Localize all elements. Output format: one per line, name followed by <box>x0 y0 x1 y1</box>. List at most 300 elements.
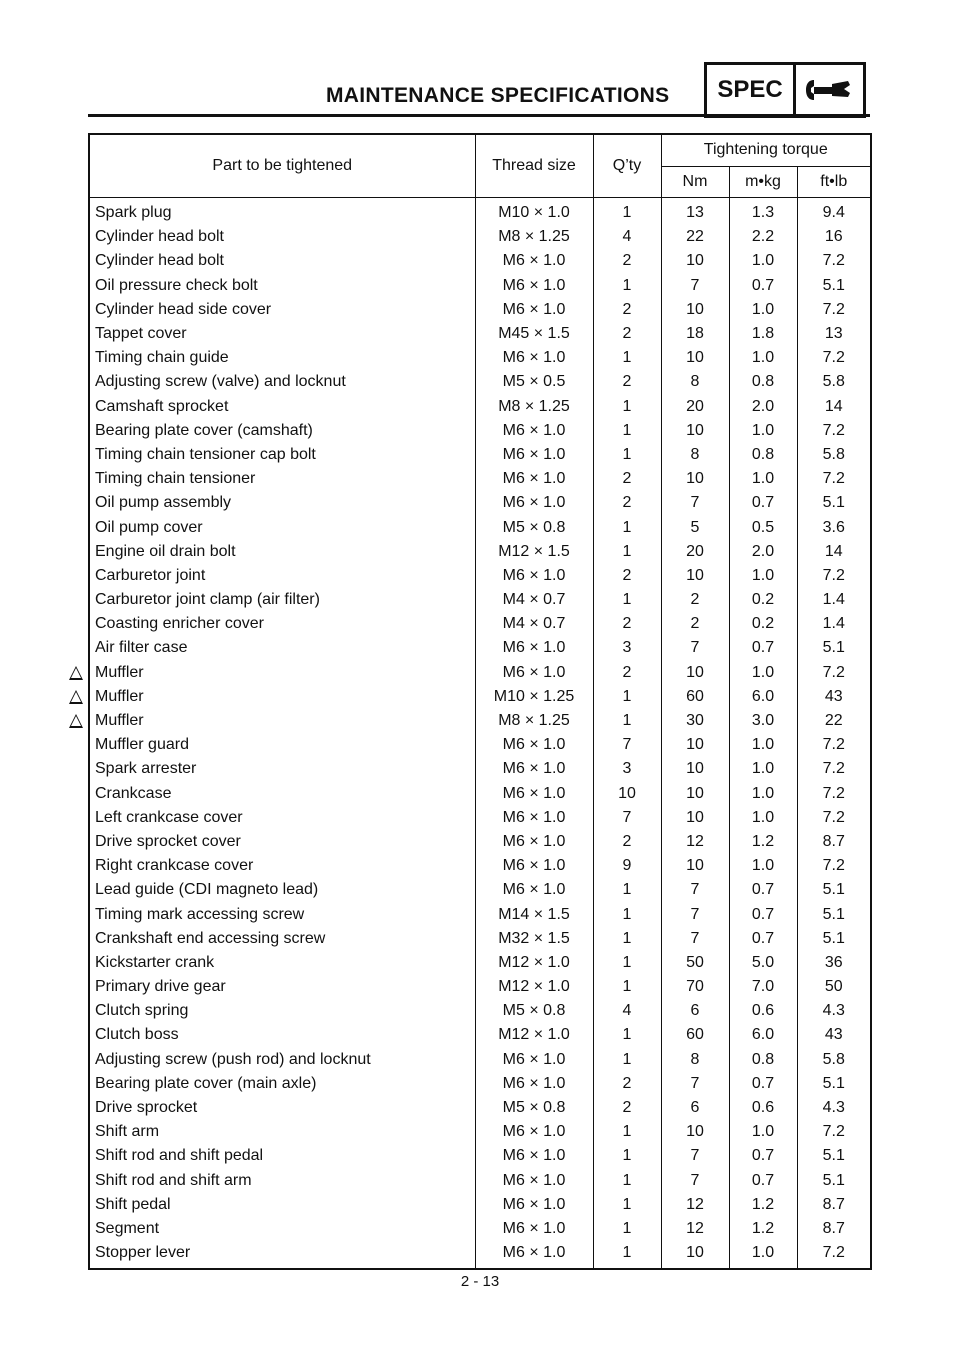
thread-size-cell: M6 × 1.0 <box>475 467 593 491</box>
quantity-cell: 1 <box>593 198 661 226</box>
part-cell: Engine oil drain bolt <box>89 540 475 564</box>
ftlb-cell: 4.3 <box>797 999 871 1023</box>
part-cell: Shift pedal <box>89 1193 475 1217</box>
thread-size-cell: M5 × 0.5 <box>475 370 593 394</box>
part-cell: Clutch spring <box>89 999 475 1023</box>
part-cell: Clutch boss <box>89 1023 475 1047</box>
thread-size-cell: M6 × 1.0 <box>475 564 593 588</box>
quantity-cell: 2 <box>593 661 661 685</box>
part-cell: Bearing plate cover (main axle) <box>89 1072 475 1096</box>
ftlb-cell: 36 <box>797 951 871 975</box>
table-row <box>89 198 871 226</box>
mkg-cell: 1.0 <box>729 1120 797 1144</box>
quantity-cell: 1 <box>593 443 661 467</box>
nm-cell: 70 <box>661 975 729 999</box>
quantity-cell: 1 <box>593 1169 661 1193</box>
quantity-cell: 1 <box>593 274 661 298</box>
part-cell: Lead guide (CDI magneto lead) <box>89 878 475 902</box>
quantity-cell: 2 <box>593 467 661 491</box>
mkg-cell: 1.0 <box>729 806 797 830</box>
table-row <box>89 467 871 491</box>
table-row <box>89 443 871 467</box>
table-row <box>89 951 871 975</box>
thread-size-cell: M6 × 1.0 <box>475 636 593 660</box>
warning-triangle-icon <box>69 666 83 680</box>
part-cell: Kickstarter crank <box>89 951 475 975</box>
thread-size-cell: M6 × 1.0 <box>475 419 593 443</box>
ftlb-cell: 7.2 <box>797 782 871 806</box>
table-row <box>89 1096 871 1120</box>
header-tightening-torque: Tightening torque <box>661 134 871 166</box>
table-row <box>89 588 871 612</box>
nm-cell: 30 <box>661 709 729 733</box>
thread-size-cell: M5 × 0.8 <box>475 515 593 539</box>
ftlb-cell: 4.3 <box>797 1096 871 1120</box>
table-row <box>89 274 871 298</box>
quantity-cell: 3 <box>593 636 661 660</box>
thread-size-cell: M6 × 1.0 <box>475 1072 593 1096</box>
table-row <box>89 1193 871 1217</box>
nm-cell: 10 <box>661 661 729 685</box>
part-cell: Adjusting screw (valve) and locknut <box>89 370 475 394</box>
mkg-cell: 0.6 <box>729 999 797 1023</box>
table-row <box>89 346 871 370</box>
ftlb-cell: 7.2 <box>797 346 871 370</box>
thread-size-cell: M6 × 1.0 <box>475 1144 593 1168</box>
part-cell: Muffler <box>89 661 475 685</box>
part-cell: Muffler guard <box>89 733 475 757</box>
ftlb-cell: 22 <box>797 709 871 733</box>
mkg-cell: 1.2 <box>729 1193 797 1217</box>
table-row <box>89 612 871 636</box>
thread-size-cell: M6 × 1.0 <box>475 757 593 781</box>
thread-size-cell: M4 × 0.7 <box>475 612 593 636</box>
quantity-cell: 1 <box>593 1120 661 1144</box>
mkg-cell: 1.0 <box>729 249 797 273</box>
mkg-cell: 2.0 <box>729 395 797 419</box>
mkg-cell: 1.2 <box>729 830 797 854</box>
thread-size-cell: M6 × 1.0 <box>475 1169 593 1193</box>
ftlb-cell: 7.2 <box>797 467 871 491</box>
thread-size-cell: M6 × 1.0 <box>475 782 593 806</box>
table-row <box>89 709 871 733</box>
quantity-cell: 2 <box>593 249 661 273</box>
thread-size-cell: M6 × 1.0 <box>475 1217 593 1241</box>
mkg-cell: 0.5 <box>729 515 797 539</box>
quantity-cell: 4 <box>593 225 661 249</box>
part-cell: Air filter case <box>89 636 475 660</box>
nm-cell: 12 <box>661 1217 729 1241</box>
header-mkg: m•kg <box>729 166 797 198</box>
torque-spec-table <box>88 133 872 1270</box>
part-cell: Oil pump cover <box>89 515 475 539</box>
ftlb-cell: 5.1 <box>797 927 871 951</box>
mkg-cell: 0.7 <box>729 1144 797 1168</box>
part-cell: Oil pump assembly <box>89 491 475 515</box>
ftlb-cell: 3.6 <box>797 515 871 539</box>
table-row <box>89 298 871 322</box>
thread-size-cell: M6 × 1.0 <box>475 1193 593 1217</box>
ftlb-cell: 7.2 <box>797 1120 871 1144</box>
nm-cell: 20 <box>661 540 729 564</box>
mkg-cell: 0.7 <box>729 878 797 902</box>
quantity-cell: 1 <box>593 975 661 999</box>
mkg-cell: 1.0 <box>729 1241 797 1269</box>
part-cell: Tappet cover <box>89 322 475 346</box>
quantity-cell: 1 <box>593 588 661 612</box>
header-thread-size: Thread size <box>475 134 593 198</box>
part-cell: Right crankcase cover <box>89 854 475 878</box>
part-cell: Shift rod and shift arm <box>89 1169 475 1193</box>
nm-cell: 7 <box>661 636 729 660</box>
mkg-cell: 1.0 <box>729 733 797 757</box>
quantity-cell: 1 <box>593 951 661 975</box>
nm-cell: 8 <box>661 370 729 394</box>
quantity-cell: 2 <box>593 830 661 854</box>
mkg-cell: 1.0 <box>729 467 797 491</box>
table-row <box>89 927 871 951</box>
thread-size-cell: M12 × 1.5 <box>475 540 593 564</box>
nm-cell: 6 <box>661 1096 729 1120</box>
quantity-cell: 2 <box>593 1096 661 1120</box>
table-row <box>89 1217 871 1241</box>
table-row <box>89 419 871 443</box>
quantity-cell: 1 <box>593 1241 661 1269</box>
quantity-cell: 1 <box>593 878 661 902</box>
nm-cell: 7 <box>661 927 729 951</box>
ftlb-cell: 14 <box>797 540 871 564</box>
mkg-cell: 2.2 <box>729 225 797 249</box>
part-cell: Crankshaft end accessing screw <box>89 927 475 951</box>
part-cell: Primary drive gear <box>89 975 475 999</box>
table-row <box>89 1144 871 1168</box>
ftlb-cell: 5.1 <box>797 636 871 660</box>
nm-cell: 10 <box>661 733 729 757</box>
nm-cell: 50 <box>661 951 729 975</box>
quantity-cell: 2 <box>593 564 661 588</box>
nm-cell: 2 <box>661 588 729 612</box>
header-quantity: Q’ty <box>593 134 661 198</box>
mkg-cell: 1.0 <box>729 564 797 588</box>
ftlb-cell: 5.1 <box>797 1144 871 1168</box>
mkg-cell: 1.0 <box>729 782 797 806</box>
nm-cell: 22 <box>661 225 729 249</box>
table-row <box>89 370 871 394</box>
ftlb-cell: 50 <box>797 975 871 999</box>
thread-size-cell: M12 × 1.0 <box>475 951 593 975</box>
mkg-cell: 0.8 <box>729 370 797 394</box>
quantity-cell: 1 <box>593 419 661 443</box>
part-cell: Stopper lever <box>89 1241 475 1269</box>
mkg-cell: 0.7 <box>729 274 797 298</box>
ftlb-cell: 1.4 <box>797 588 871 612</box>
ftlb-cell: 5.8 <box>797 1048 871 1072</box>
nm-cell: 10 <box>661 249 729 273</box>
table-row <box>89 733 871 757</box>
ftlb-cell: 16 <box>797 225 871 249</box>
nm-cell: 10 <box>661 564 729 588</box>
quantity-cell: 1 <box>593 927 661 951</box>
table-row <box>89 249 871 273</box>
ftlb-cell: 5.1 <box>797 491 871 515</box>
part-cell: Muffler <box>89 685 475 709</box>
mkg-cell: 0.6 <box>729 1096 797 1120</box>
thread-size-cell: M12 × 1.0 <box>475 975 593 999</box>
quantity-cell: 1 <box>593 709 661 733</box>
warning-triangle-icon <box>69 714 83 728</box>
quantity-cell: 4 <box>593 999 661 1023</box>
table-row <box>89 636 871 660</box>
ftlb-cell: 1.4 <box>797 612 871 636</box>
page-number: 2 - 13 <box>460 1273 500 1290</box>
nm-cell: 18 <box>661 322 729 346</box>
thread-size-cell: M45 × 1.5 <box>475 322 593 346</box>
nm-cell: 10 <box>661 1120 729 1144</box>
mkg-cell: 1.0 <box>729 346 797 370</box>
table-row <box>89 491 871 515</box>
table-row <box>89 878 871 902</box>
thread-size-cell: M10 × 1.25 <box>475 685 593 709</box>
table-row <box>89 515 871 539</box>
part-cell: Timing mark accessing screw <box>89 902 475 926</box>
thread-size-cell: M6 × 1.0 <box>475 733 593 757</box>
nm-cell: 60 <box>661 1023 729 1047</box>
part-cell: Crankcase <box>89 782 475 806</box>
table-row <box>89 757 871 781</box>
nm-cell: 5 <box>661 515 729 539</box>
nm-cell: 12 <box>661 830 729 854</box>
nm-cell: 10 <box>661 467 729 491</box>
thread-size-cell: M6 × 1.0 <box>475 346 593 370</box>
table-row <box>89 225 871 249</box>
part-cell: Carburetor joint clamp (air filter) <box>89 588 475 612</box>
mkg-cell: 0.7 <box>729 491 797 515</box>
mkg-cell: 1.8 <box>729 322 797 346</box>
mkg-cell: 0.2 <box>729 588 797 612</box>
part-cell: Shift arm <box>89 1120 475 1144</box>
mkg-cell: 1.0 <box>729 854 797 878</box>
part-cell: Left crankcase cover <box>89 806 475 830</box>
ftlb-cell: 8.7 <box>797 830 871 854</box>
table-row <box>89 1120 871 1144</box>
table-row <box>89 1169 871 1193</box>
nm-cell: 8 <box>661 443 729 467</box>
thread-size-cell: M32 × 1.5 <box>475 927 593 951</box>
quantity-cell: 1 <box>593 902 661 926</box>
header-nm: Nm <box>661 166 729 198</box>
table-row <box>89 1241 871 1269</box>
thread-size-cell: M6 × 1.0 <box>475 1241 593 1269</box>
mkg-cell: 1.3 <box>729 198 797 226</box>
mkg-cell: 0.7 <box>729 927 797 951</box>
part-cell: Spark arrester <box>89 757 475 781</box>
quantity-cell: 7 <box>593 806 661 830</box>
part-cell: Timing chain tensioner cap bolt <box>89 443 475 467</box>
quantity-cell: 1 <box>593 1048 661 1072</box>
quantity-cell: 1 <box>593 1217 661 1241</box>
ftlb-cell: 7.2 <box>797 757 871 781</box>
mkg-cell: 1.0 <box>729 419 797 443</box>
thread-size-cell: M8 × 1.25 <box>475 225 593 249</box>
nm-cell: 12 <box>661 1193 729 1217</box>
nm-cell: 7 <box>661 878 729 902</box>
nm-cell: 10 <box>661 1241 729 1269</box>
part-cell: Carburetor joint <box>89 564 475 588</box>
table-row <box>89 782 871 806</box>
ftlb-cell: 7.2 <box>797 806 871 830</box>
section-tab-label: SPEC <box>707 65 796 115</box>
thread-size-cell: M6 × 1.0 <box>475 878 593 902</box>
quantity-cell: 1 <box>593 685 661 709</box>
warning-triangle-icon <box>69 690 83 704</box>
part-cell: Cylinder head side cover <box>89 298 475 322</box>
nm-cell: 2 <box>661 612 729 636</box>
quantity-cell: 2 <box>593 1072 661 1096</box>
ftlb-cell: 9.4 <box>797 198 871 226</box>
quantity-cell: 3 <box>593 757 661 781</box>
quantity-cell: 10 <box>593 782 661 806</box>
thread-size-cell: M6 × 1.0 <box>475 249 593 273</box>
mkg-cell: 1.0 <box>729 757 797 781</box>
nm-cell: 7 <box>661 1072 729 1096</box>
quantity-cell: 1 <box>593 395 661 419</box>
page-title: MAINTENANCE SPECIFICATIONS <box>326 84 670 107</box>
table-row <box>89 1048 871 1072</box>
ftlb-cell: 7.2 <box>797 419 871 443</box>
part-cell: Drive sprocket cover <box>89 830 475 854</box>
thread-size-cell: M5 × 0.8 <box>475 999 593 1023</box>
ftlb-cell: 5.1 <box>797 1072 871 1096</box>
table-row <box>89 854 871 878</box>
nm-cell: 60 <box>661 685 729 709</box>
mkg-cell: 0.8 <box>729 443 797 467</box>
table-row <box>89 661 871 685</box>
wrench-icon <box>804 75 856 105</box>
table-row <box>89 806 871 830</box>
thread-size-cell: M5 × 0.8 <box>475 1096 593 1120</box>
quantity-cell: 2 <box>593 322 661 346</box>
quantity-cell: 7 <box>593 733 661 757</box>
part-cell: Coasting enricher cover <box>89 612 475 636</box>
thread-size-cell: M6 × 1.0 <box>475 1120 593 1144</box>
quantity-cell: 1 <box>593 515 661 539</box>
mkg-cell: 3.0 <box>729 709 797 733</box>
thread-size-cell: M8 × 1.25 <box>475 395 593 419</box>
section-tab-icon-cell <box>796 65 863 115</box>
part-cell: Timing chain tensioner <box>89 467 475 491</box>
mkg-cell: 5.0 <box>729 951 797 975</box>
ftlb-cell: 43 <box>797 1023 871 1047</box>
quantity-cell: 2 <box>593 491 661 515</box>
part-cell: Spark plug <box>89 198 475 226</box>
ftlb-cell: 5.1 <box>797 878 871 902</box>
mkg-cell: 7.0 <box>729 975 797 999</box>
table-row <box>89 685 871 709</box>
ftlb-cell: 7.2 <box>797 249 871 273</box>
thread-size-cell: M6 × 1.0 <box>475 661 593 685</box>
nm-cell: 10 <box>661 757 729 781</box>
mkg-cell: 6.0 <box>729 685 797 709</box>
quantity-cell: 2 <box>593 612 661 636</box>
mkg-cell: 1.2 <box>729 1217 797 1241</box>
table-row <box>89 902 871 926</box>
table-row <box>89 395 871 419</box>
part-cell: Drive sprocket <box>89 1096 475 1120</box>
mkg-cell: 6.0 <box>729 1023 797 1047</box>
ftlb-cell: 7.2 <box>797 854 871 878</box>
part-cell: Shift rod and shift pedal <box>89 1144 475 1168</box>
nm-cell: 7 <box>661 491 729 515</box>
quantity-cell: 2 <box>593 298 661 322</box>
thread-size-cell: M8 × 1.25 <box>475 709 593 733</box>
nm-cell: 6 <box>661 999 729 1023</box>
thread-size-cell: M4 × 0.7 <box>475 588 593 612</box>
table-row <box>89 322 871 346</box>
table-row <box>89 830 871 854</box>
thread-size-cell: M10 × 1.0 <box>475 198 593 226</box>
quantity-cell: 1 <box>593 1144 661 1168</box>
ftlb-cell: 7.2 <box>797 298 871 322</box>
part-cell: Muffler <box>89 709 475 733</box>
table-row <box>89 540 871 564</box>
mkg-cell: 0.2 <box>729 612 797 636</box>
mkg-cell: 0.8 <box>729 1048 797 1072</box>
table-row <box>89 1023 871 1047</box>
quantity-cell: 2 <box>593 370 661 394</box>
part-cell: Adjusting screw (push rod) and locknut <box>89 1048 475 1072</box>
nm-cell: 7 <box>661 274 729 298</box>
ftlb-cell: 5.1 <box>797 902 871 926</box>
part-cell: Timing chain guide <box>89 346 475 370</box>
ftlb-cell: 43 <box>797 685 871 709</box>
thread-size-cell: M6 × 1.0 <box>475 830 593 854</box>
thread-size-cell: M6 × 1.0 <box>475 854 593 878</box>
nm-cell: 10 <box>661 346 729 370</box>
mkg-cell: 0.7 <box>729 902 797 926</box>
mkg-cell: 0.7 <box>729 1169 797 1193</box>
part-cell: Camshaft sprocket <box>89 395 475 419</box>
part-cell: Oil pressure check bolt <box>89 274 475 298</box>
nm-cell: 10 <box>661 298 729 322</box>
part-cell: Cylinder head bolt <box>89 249 475 273</box>
ftlb-cell: 5.1 <box>797 1169 871 1193</box>
nm-cell: 7 <box>661 902 729 926</box>
table-body <box>89 198 871 1270</box>
nm-cell: 8 <box>661 1048 729 1072</box>
mkg-cell: 1.0 <box>729 298 797 322</box>
ftlb-cell: 5.1 <box>797 274 871 298</box>
quantity-cell: 9 <box>593 854 661 878</box>
quantity-cell: 1 <box>593 1193 661 1217</box>
thread-size-cell: M6 × 1.0 <box>475 806 593 830</box>
mkg-cell: 2.0 <box>729 540 797 564</box>
section-tab <box>704 62 866 118</box>
table-row <box>89 564 871 588</box>
quantity-cell: 1 <box>593 346 661 370</box>
quantity-cell: 1 <box>593 1023 661 1047</box>
ftlb-cell: 7.2 <box>797 661 871 685</box>
ftlb-cell: 7.2 <box>797 564 871 588</box>
ftlb-cell: 5.8 <box>797 443 871 467</box>
ftlb-cell: 8.7 <box>797 1217 871 1241</box>
header-part: Part to be tightened <box>89 134 475 198</box>
thread-size-cell: M6 × 1.0 <box>475 491 593 515</box>
mkg-cell: 1.0 <box>729 661 797 685</box>
thread-size-cell: M6 × 1.0 <box>475 1048 593 1072</box>
part-cell: Cylinder head bolt <box>89 225 475 249</box>
nm-cell: 10 <box>661 854 729 878</box>
table-row <box>89 975 871 999</box>
